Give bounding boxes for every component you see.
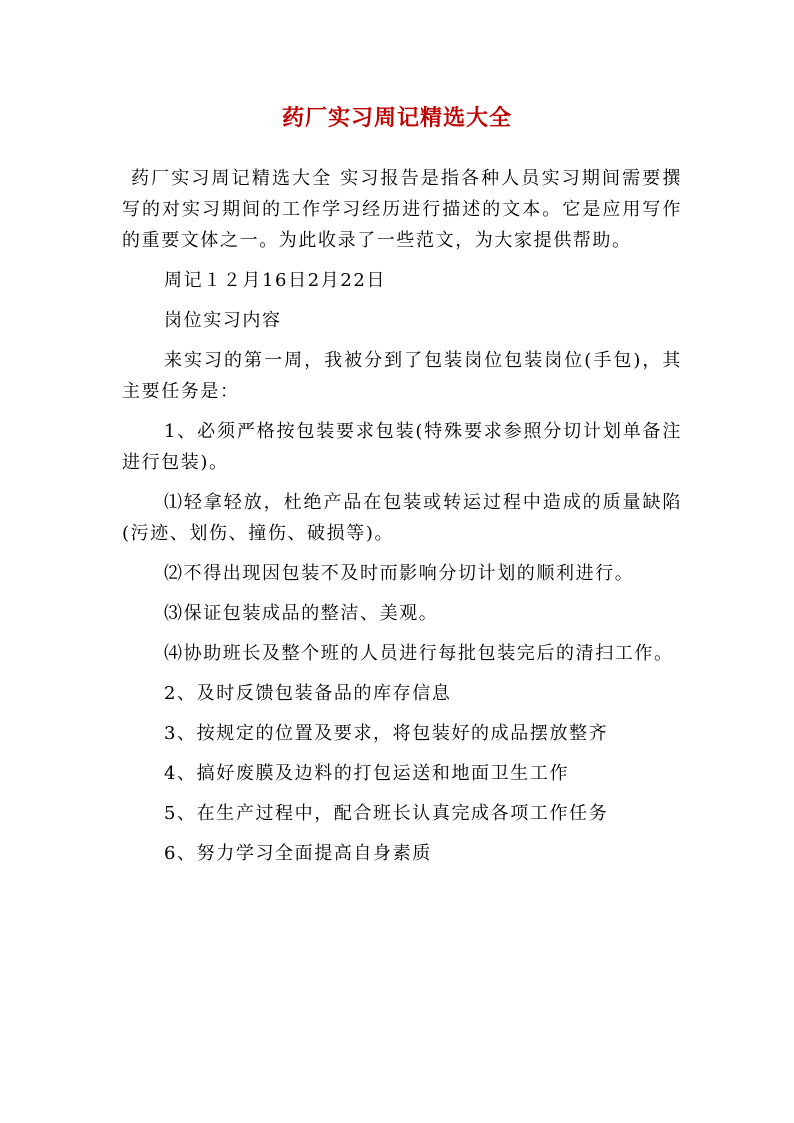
weekly-note-date: 周记１２月16日2月22日 xyxy=(164,270,387,291)
list-item-3: 3、按规定的位置及要求，将包装好的成品摆放整齐 xyxy=(164,723,609,744)
document-title: 药厂实习周记精选大全 xyxy=(281,105,512,131)
section-heading-job-content: 岗位实习内容 xyxy=(164,310,282,331)
list-item-4: 4、搞好废膜及边料的打包运送和地面卫生工作 xyxy=(164,763,570,784)
document-body xyxy=(122,163,682,878)
list-item-1: 1、必须严格按包装要求包装(特殊要求参照分切计划单备注进行包装)。 xyxy=(122,421,682,473)
sub-item-3: ⑶保证包装成品的整洁、美观。 xyxy=(164,603,439,624)
sub-item-1: ⑴轻拿轻放，杜绝产品在包装或转运过程中造成的质量缺陷(污迹、划伤、撞伤、破损等)。 xyxy=(122,492,682,544)
list-item-6: 6、努力学习全面提高自身素质 xyxy=(164,843,432,864)
list-item-5: 5、在生产过程中，配合班长认真完成各项工作任务 xyxy=(164,803,609,824)
list-item-2: 2、及时反馈包装备品的库存信息 xyxy=(164,683,452,704)
sub-item-4: ⑷协助班长及整个班的人员进行每批包装完后的清扫工作。 xyxy=(164,643,674,664)
intro-paragraph: 药厂实习周记精选大全 实习报告是指各种人员实习期间需要撰写的对实习期间的工作学习经历进行描述的文本。它是应用写作的重要文体之一。为此收录了一些范文，为大家提供帮助。 xyxy=(122,168,682,251)
paragraph-first-week: 来实习的第一周，我被分到了包装岗位包装岗位(手包)，其主要任务是： xyxy=(122,350,682,402)
sub-item-2: ⑵不得出现因包装不及时而影响分切计划的顺利进行。 xyxy=(164,563,635,584)
